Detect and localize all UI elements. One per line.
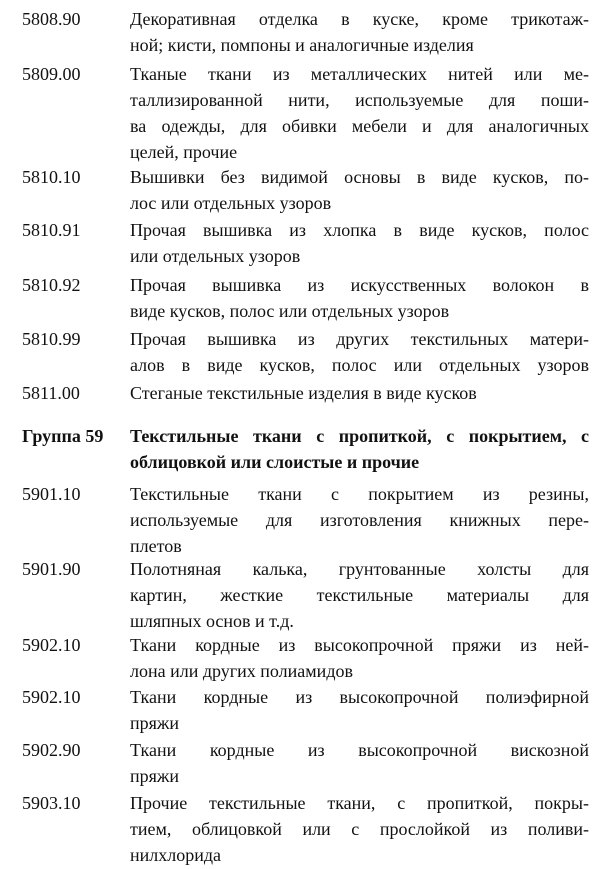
- entry-code: 5902.10: [22, 635, 81, 655]
- entry-text-line: Ткани кордные из высокопрочной пряжи из ней-: [130, 635, 589, 655]
- entry-text-line: тием, облицовкой или с прослойкой из поливи-: [130, 819, 589, 839]
- entry-text-line: Прочие текстильные ткани, с пропиткой, покры-: [130, 793, 589, 813]
- entry-text-line: Тканые ткани из металлических нитей или ме-: [130, 64, 589, 84]
- entry-code: 5808.90: [22, 9, 81, 29]
- entry-text-line: плетов: [130, 536, 182, 556]
- entry-text-line: Ткани кордные из высокопрочной полиэфирной: [130, 687, 589, 707]
- group-code: Группа 59: [22, 426, 104, 446]
- entry-text-line: картин, жесткие текстильные материалы для: [130, 585, 589, 605]
- entry-code: 5901.90: [22, 559, 81, 579]
- entry-code: 5811.00: [22, 383, 80, 403]
- entry-text-line: Полотняная калька, грунтованные холсты для: [130, 559, 589, 579]
- entry-text-line: пряжи: [130, 713, 179, 733]
- entry-code: 5903.10: [22, 793, 81, 813]
- entry-text-line: Прочая вышивка из искусственных волокон в: [130, 275, 589, 295]
- entry-text-line: Вышивки без видимой основы в виде кусков, по-: [130, 167, 589, 187]
- entry-code: 5902.90: [22, 740, 81, 760]
- entry-text-line: нилхлорида: [130, 845, 222, 865]
- entry-code: 5809.00: [22, 64, 81, 84]
- entry-text-line: таллизированной нити, используемые для поши-: [130, 90, 589, 110]
- entry-text-line: пряжи: [130, 766, 179, 786]
- entry-text-line: Ткани кордные из высокопрочной вискозной: [130, 740, 589, 760]
- entry-text-line: целей, прочие: [130, 142, 238, 162]
- entry-code: 5901.10: [22, 484, 81, 504]
- entry-text-line: алов в виде кусков, полос или отдельных узоров: [130, 355, 589, 375]
- entry-text-line: ва одежды, для обивки мебели и для аналогичных: [130, 116, 589, 136]
- entry-text-line: или отдельных узоров: [130, 246, 301, 266]
- entry-code: 5902.10: [22, 687, 81, 707]
- entry-text-line: ной; кисти, помпоны и аналогичные изделия: [130, 35, 474, 55]
- entry-text-line: Декоративная отделка в куске, кроме трикотаж-: [130, 9, 589, 29]
- entry-text-line: лона или других полиамидов: [130, 661, 353, 681]
- entry-code: 5810.10: [22, 167, 81, 187]
- entry-code: 5810.99: [22, 329, 81, 349]
- entry-text-line: Текстильные ткани с покрытием из резины,: [130, 484, 589, 504]
- entry-code: 5810.91: [22, 220, 81, 240]
- entry-text-line: лос или отдельных узоров: [130, 193, 332, 213]
- entry-text-line: используемые для изготовления книжных пере-: [130, 510, 589, 530]
- entry-text-line: виде кусков, полос или отдельных узоров: [130, 301, 450, 321]
- group-title-line: Текстильные ткани с пропиткой, с покрытием, с: [130, 426, 589, 446]
- entry-text-line: Стеганые текстильные изделия в виде кусков: [130, 383, 477, 403]
- entry-code: 5810.92: [22, 275, 81, 295]
- entry-text-line: Прочая вышивка из других текстильных матери-: [130, 329, 589, 349]
- entry-text-line: шляпных основ и т.д.: [130, 611, 294, 631]
- group-title-line: облицовкой или слоистые и прочие: [130, 452, 420, 472]
- entry-text-line: Прочая вышивка из хлопка в виде кусков, полос: [130, 220, 589, 240]
